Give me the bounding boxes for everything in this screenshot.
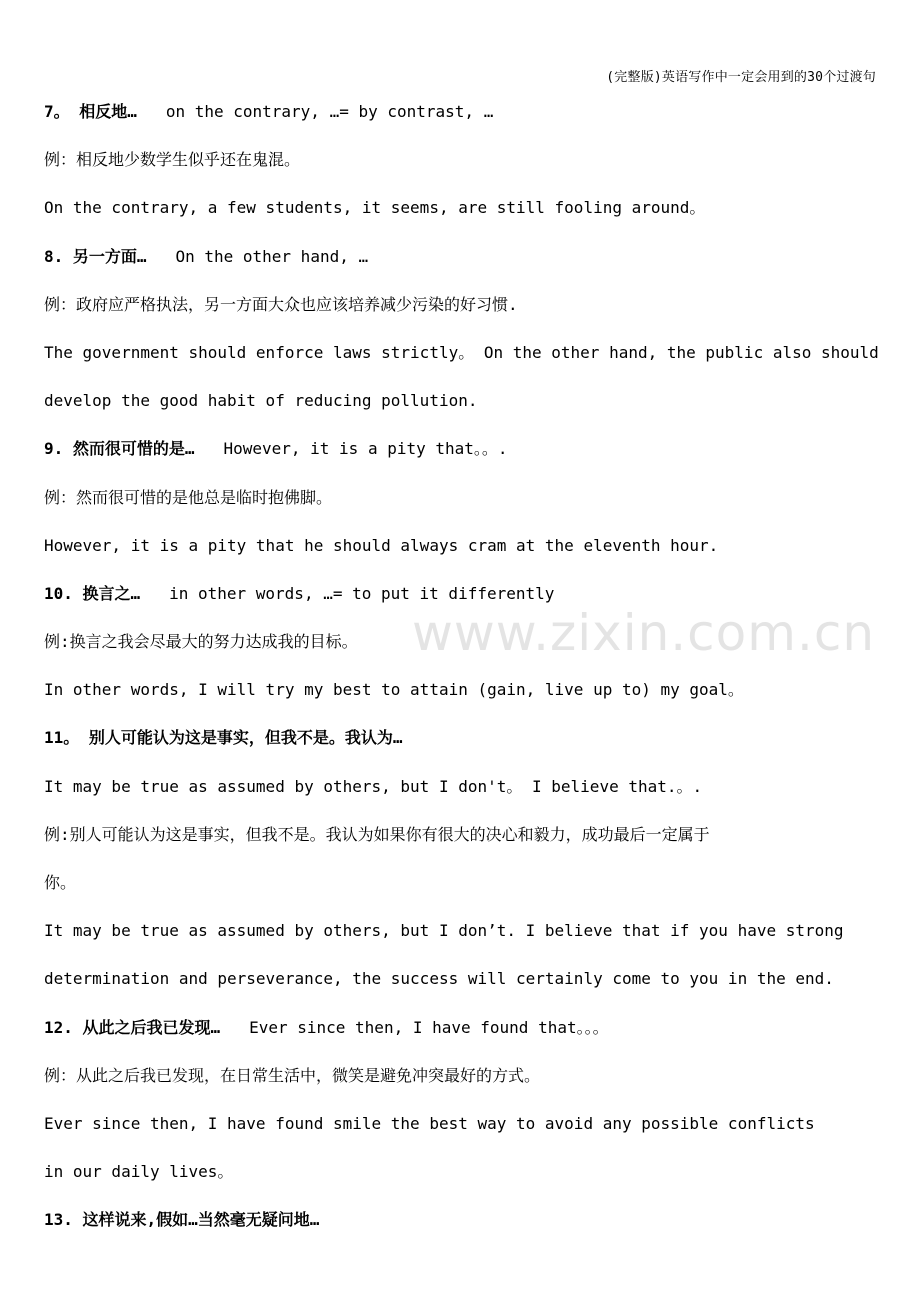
heading-chinese: 9. 然而很可惜的是… [44,439,195,459]
heading-chinese: 12. 从此之后我已发现… [44,1017,221,1037]
phrase-heading [44,92,920,140]
example-line: 例:换言之我会尽最大的努力达成我的目标。 [44,632,358,652]
example-line: 例:别人可能认为这是事实，但我不是。我认为如果你有很大的决心和毅力，成功最后一定属于 [44,824,710,844]
example-line: 你。 [44,873,77,892]
example-line: 例：然而很可惜的是他总是临时抱佛脚。 [44,487,333,507]
watermark-text: www.zixin.com.cn [412,604,876,662]
example-line: 例：相反地少数学生似乎还在鬼混。 [44,150,301,170]
heading-english: Ever since then, I have found that。。。 [249,1017,609,1037]
heading-chinese: 13. 这样说来,假如…当然毫无疑问地… [44,1210,320,1230]
example-line: In other words, I will try my best to attain (gain, live up to) my goal。 [44,680,744,700]
example-line: However, it is a pity that he should always cram at the eleventh hour. [44,535,719,555]
heading-chinese: 8. 另一方面… [44,246,147,266]
heading-chinese: 11。 别人可能认为这是事实，但我不是。我认为… [44,728,403,748]
phrase-heading [44,574,920,622]
phrase-heading [44,1008,920,1056]
example-line: It may be true as assumed by others, but I don't。 I believe that.。. [44,776,703,796]
example-line: On the contrary, a few students, it seems, are still fooling around。 [44,198,706,218]
example-line: Ever since then, I have found smile the best way to avoid any possible conflicts [44,1113,815,1133]
example-line: 例：政府应严格执法，另一方面大众也应该培养减少污染的好习惯. [44,294,518,314]
phrase-heading [44,718,920,766]
example-line: The government should enforce laws strictly。 On the other hand, the public also should [44,342,879,362]
heading-chinese: 7。 相反地… [44,102,137,121]
example-line: 例：从此之后我已发现，在日常生活中，微笑是避免冲突最好的方式。 [44,1065,541,1085]
heading-english: On the other hand, … [175,246,369,266]
example-line: in our daily lives。 [44,1162,234,1182]
heading-chinese: 10. 换言之… [44,583,141,603]
phrase-heading [44,429,920,477]
heading-english: on the contrary, …= by contrast, … [165,102,494,121]
phrase-heading [44,1200,920,1248]
example-line: develop the good habit of reducing pollution. [44,391,478,411]
example-line: It may be true as assumed by others, but I don’t. I believe that if you have strong [44,921,844,941]
document-body [44,92,920,1249]
example-line: determination and perseverance, the success will certainly come to you in the end. [44,969,834,989]
document-title: (完整版)英语写作中一定会用到的30个过渡句 [606,70,876,85]
phrase-heading [44,237,920,285]
heading-english: However, it is a pity that。。. [223,439,508,459]
heading-english: in other words, …= to put it differently [169,583,555,603]
